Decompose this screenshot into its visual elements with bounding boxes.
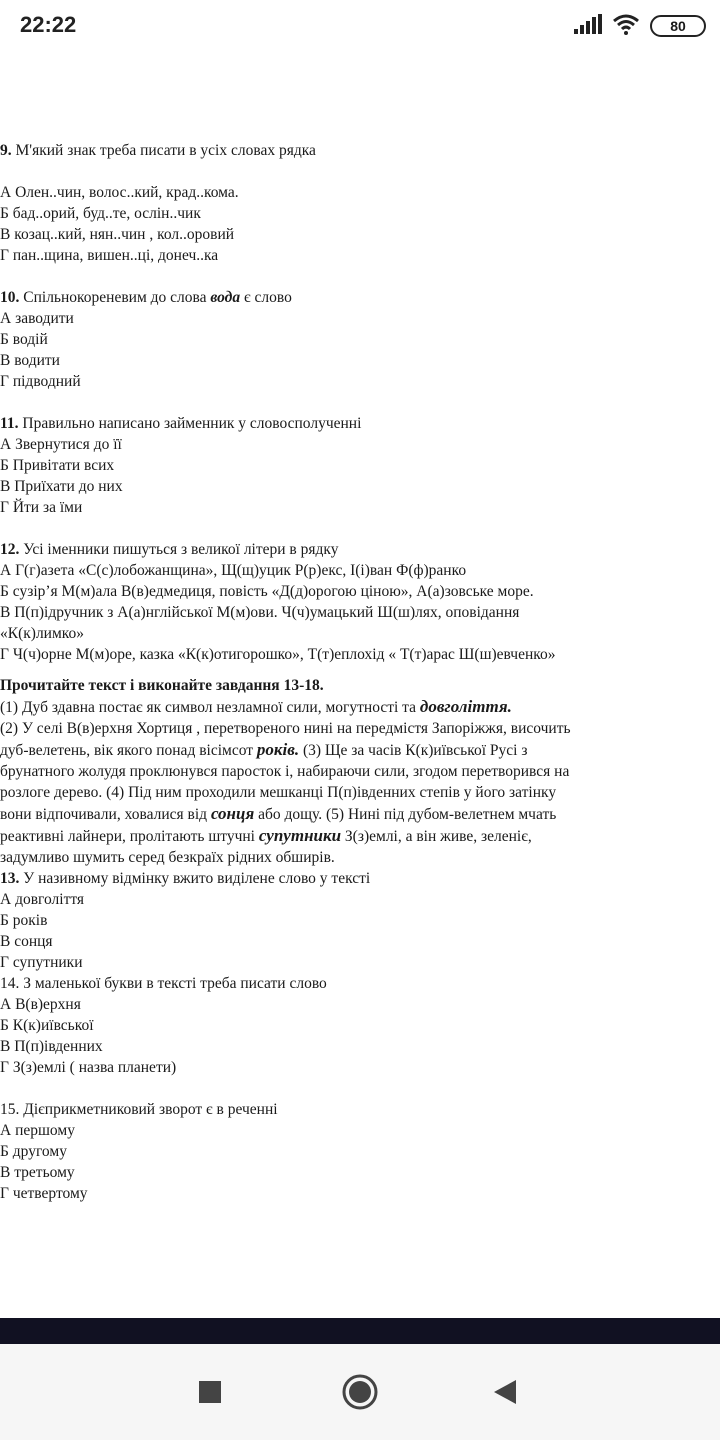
status-icons bbox=[574, 14, 706, 38]
option: А першому bbox=[0, 1122, 75, 1139]
reading-line: (2) У селі В(в)ерхня Хортиця , перетвореного нині на передмістя Запоріжжя, височить bbox=[0, 720, 571, 737]
option: Г супутники bbox=[0, 954, 83, 971]
option: В Приїхати до них bbox=[0, 478, 123, 495]
square-icon bbox=[192, 1374, 228, 1410]
option: Б бад..орий, буд..те, ослін..чик bbox=[0, 205, 201, 222]
reading-line: реактивні лайнери, пролітають штучні супутники З(з)емлі, а він живе, зеленіє, bbox=[0, 826, 532, 845]
reading-line: (1) Дуб здавна постає як символ незламної сили, могутності та довголіття. bbox=[0, 697, 512, 716]
circle-icon bbox=[340, 1372, 380, 1412]
status-bar bbox=[0, 0, 720, 52]
option: В водити bbox=[0, 352, 60, 369]
option: Г Йти за їми bbox=[0, 499, 83, 516]
question-14-title: 14. З маленької букви в тексті треба писати слово bbox=[0, 975, 327, 992]
question-12-title: 12. Усі іменники пишуться з великої літери в рядку bbox=[0, 541, 339, 558]
option: Б років bbox=[0, 912, 48, 929]
image-viewer-bottom-bar bbox=[0, 1318, 720, 1344]
status-time: 22:22 bbox=[20, 12, 77, 37]
back-button[interactable] bbox=[488, 1374, 524, 1410]
option: А Олен..чин, волос..кий, крад..кома. bbox=[0, 184, 239, 201]
recent-apps-button[interactable] bbox=[192, 1374, 228, 1410]
option: В П(п)івденних bbox=[0, 1038, 103, 1055]
option: Г підводний bbox=[0, 373, 81, 390]
question-11-title: 11. Правильно написано займенник у словосполученні bbox=[0, 415, 362, 432]
option: А Звернутися до її bbox=[0, 436, 122, 453]
option: А В(в)ерхня bbox=[0, 996, 81, 1013]
question-13-title: 13. У називному відмінку вжито виділене слово у тексті bbox=[0, 870, 371, 887]
reading-line: вони відпочивали, ховалися від сонця або дощу. (5) Нині під дубом-велетнем мчать bbox=[0, 804, 557, 823]
question-9-title: 9. М'який знак треба писати в усіх словах рядка bbox=[0, 142, 316, 159]
option: А довголіття bbox=[0, 891, 85, 908]
option: А Г(г)азета «С(с)лобожанщина», Щ(щ)уцик Р(р)екс, І(і)ван Ф(ф)ранко bbox=[0, 562, 467, 579]
option: А заводити bbox=[0, 310, 74, 327]
option: В П(п)ідручник з А(а)нглійської М(м)ови. Ч(ч)умацький Ш(ш)лях, оповідання bbox=[0, 604, 520, 621]
option: Г З(з)емлі ( назва планети) bbox=[0, 1059, 177, 1076]
wifi-icon bbox=[612, 13, 640, 40]
signal-icon bbox=[574, 14, 602, 39]
option: Г пан..щина, вишен..ці, донеч..ка bbox=[0, 247, 219, 264]
battery-indicator: 80 bbox=[650, 15, 706, 37]
question-15-title: 15. Дієприкметниковий зворот є в реченні bbox=[0, 1101, 278, 1118]
option: В третьому bbox=[0, 1164, 75, 1181]
reading-line: брунатного жолудя проклюнувся паросток і, набираючи сили, згодом перетворився на bbox=[0, 763, 570, 780]
option: Б сузір’я М(м)ала В(в)едмедиця, повість «Д(д)орогою ціною», А(а)зовське море. bbox=[0, 583, 534, 600]
reading-line: дуб-велетень, вік якого понад вісімсот років. (3) Ще за часів К(к)иївської Русі з bbox=[0, 740, 528, 759]
home-button[interactable] bbox=[340, 1372, 380, 1412]
reading-line: розлоге дерево. (4) Під ним проходили мешканці П(п)івденних степів у його затінку bbox=[0, 784, 557, 801]
option: Б другому bbox=[0, 1143, 67, 1160]
option: Б водій bbox=[0, 331, 48, 348]
option: «К(к)лимко» bbox=[0, 625, 85, 642]
option: Б К(к)иївської bbox=[0, 1017, 94, 1034]
option: В сонця bbox=[0, 933, 53, 950]
option: Г Ч(ч)орне М(м)оре, казка «К(к)отигорошко», Т(т)еплохід « Т(т)арас Ш(ш)евченко» bbox=[0, 646, 556, 663]
back-triangle-icon bbox=[488, 1374, 524, 1410]
option: В козац..кий, нян..чин , кол..оровий bbox=[0, 226, 235, 243]
reading-line: задумливо шумить серед безкраїх рідних обширів. bbox=[0, 849, 335, 866]
option: Б Привітати всих bbox=[0, 457, 115, 474]
question-10-title: 10. Спільнокореневим до слова вода є слово bbox=[0, 289, 292, 306]
navigation-bar bbox=[0, 1344, 720, 1440]
reading-heading: Прочитайте текст і виконайте завдання 13-18. bbox=[0, 677, 324, 694]
option: Г четвертому bbox=[0, 1185, 88, 1202]
document-page bbox=[0, 140, 720, 1320]
